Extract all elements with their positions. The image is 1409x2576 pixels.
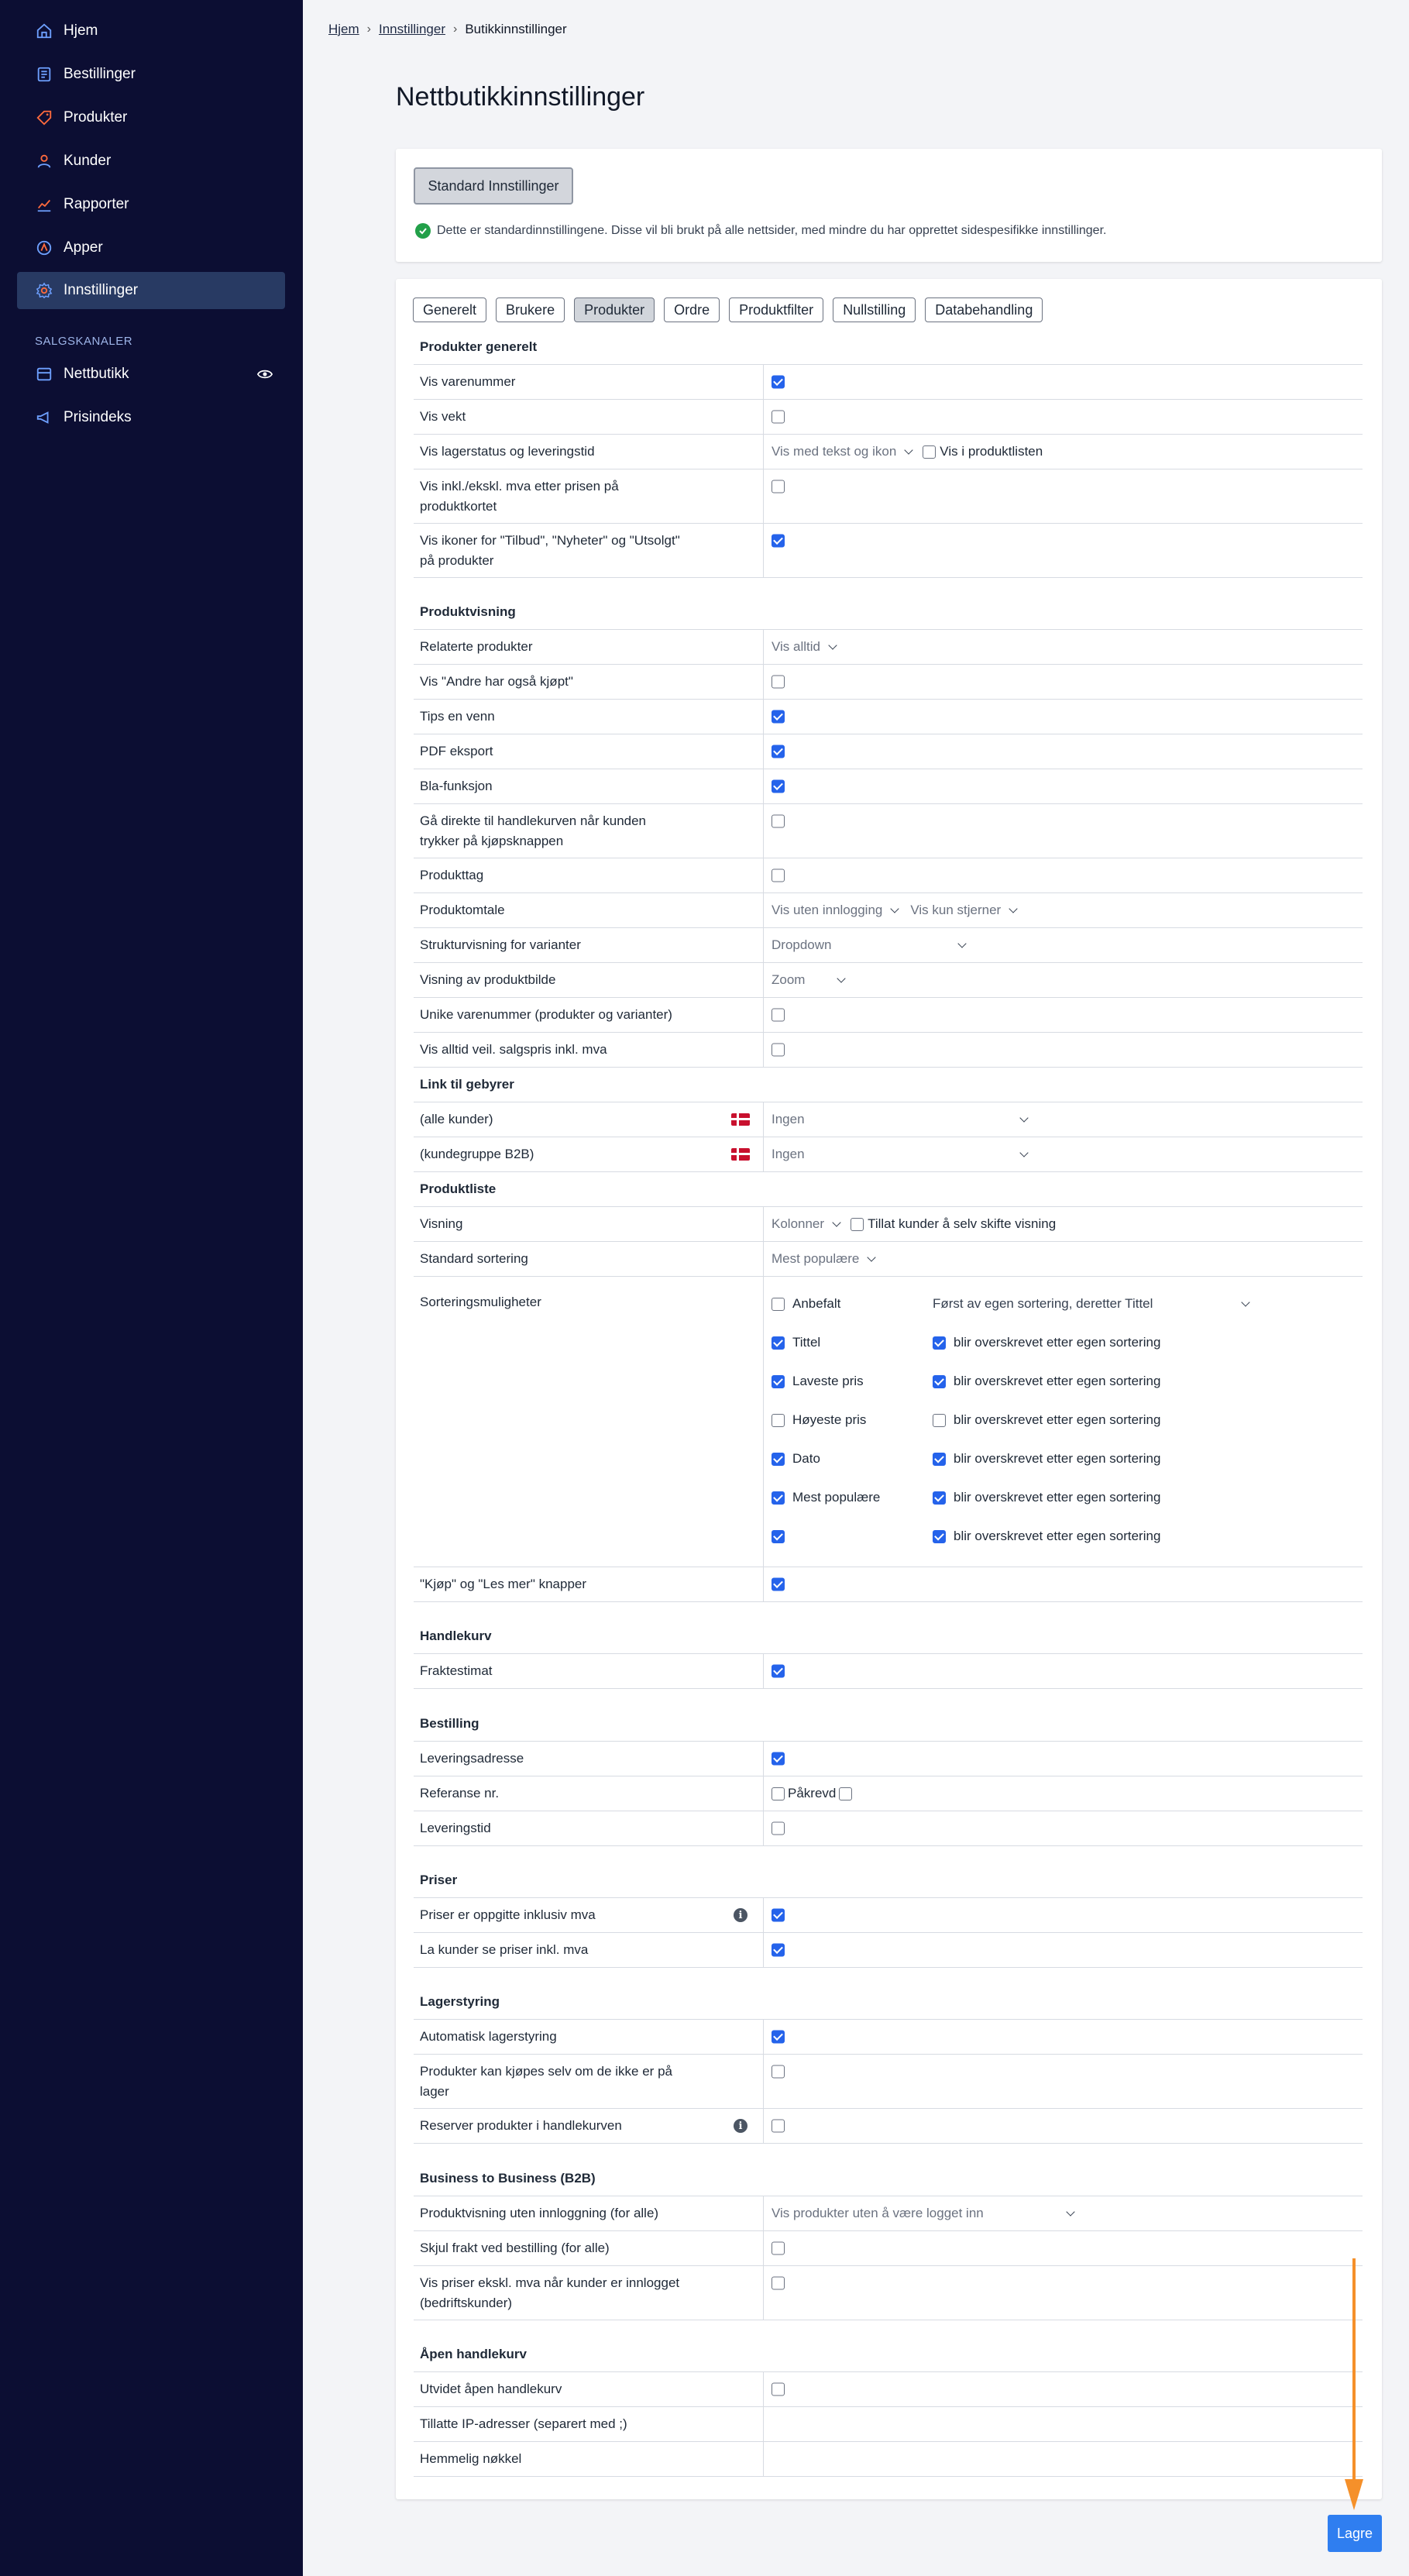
flag-icon <box>731 1113 750 1126</box>
select[interactable] <box>772 1147 1027 1162</box>
setting-row <box>414 700 1363 734</box>
checkbox[interactable] <box>772 780 785 793</box>
setting-row <box>414 1277 1363 1567</box>
checkbox[interactable] <box>851 1218 864 1231</box>
setting-label: La kunder se priser inkl. mva <box>420 1942 589 1957</box>
setting-row <box>414 435 1363 469</box>
setting-label: Vis vekt <box>420 409 466 424</box>
sidebar-item-label: Bestillinger <box>64 66 136 82</box>
setting-row <box>414 2407 1363 2442</box>
setting-row <box>414 365 1363 400</box>
arrow-down-icon <box>1345 2258 1363 2514</box>
setting-label: Standard sortering <box>420 1251 528 1266</box>
section-title: Produktliste <box>420 1181 497 1196</box>
setting-row <box>414 2442 1363 2477</box>
breadcrumb <box>328 22 567 37</box>
checkbox[interactable] <box>772 869 785 882</box>
setting-label: Tips en venn <box>420 709 495 724</box>
setting-label-line: Produkter kan kjøpes selv om de ikke er på <box>420 2063 672 2079</box>
tab-brukere[interactable]: Brukere <box>496 297 565 322</box>
settings-card <box>396 279 1382 2499</box>
setting-row <box>414 2372 1363 2407</box>
checkbox[interactable] <box>772 745 785 758</box>
setting-label: Automatisk lagerstyring <box>420 2029 557 2044</box>
checkbox[interactable] <box>772 1375 785 1388</box>
select-value: Vis kun stjerner <box>910 903 1002 917</box>
info-icon[interactable]: i <box>734 1908 747 1922</box>
select[interactable] <box>772 972 844 988</box>
select[interactable] <box>910 903 1016 918</box>
setting-label-line: Gå direkte til handlekurven når kunden <box>420 813 647 828</box>
sidebar-item-label: Rapporter <box>64 196 129 212</box>
checkbox[interactable] <box>933 1375 946 1388</box>
section-title: Link til gebyrer <box>420 1077 514 1092</box>
select-value: Ingen <box>772 1147 805 1161</box>
apps-icon <box>36 239 53 256</box>
chevron-down-icon <box>1019 1148 1028 1157</box>
section-title: Business to Business (B2B) <box>420 2171 596 2186</box>
section-title: Lagerstyring <box>420 1994 500 2009</box>
checkbox[interactable] <box>772 1453 785 1466</box>
megaphone-icon <box>36 409 53 426</box>
checkbox[interactable] <box>772 2383 785 2396</box>
chevron-down-icon <box>832 1218 840 1226</box>
setting-row <box>414 893 1363 928</box>
breadcrumb-innstillinger[interactable]: Innstillinger <box>379 22 445 36</box>
ip-input[interactable] <box>772 2409 1360 2440</box>
sidebar-item-nettbutikk[interactable] <box>17 356 285 393</box>
setting-label: (kundegruppe B2B) <box>420 1147 534 1161</box>
setting-label: Referanse nr. <box>420 1786 500 1800</box>
setting-row <box>414 1742 1363 1776</box>
setting-row <box>414 524 1363 578</box>
sidebar-item-label: Nettbutikk <box>64 366 129 382</box>
chevron-down-icon <box>828 641 837 649</box>
setting-label: Reserver produkter i handlekurven <box>420 2118 622 2133</box>
home-icon <box>36 22 53 40</box>
setting-row <box>414 1933 1363 1968</box>
tab-ordre[interactable]: Ordre <box>664 297 720 322</box>
breadcrumb-separator: › <box>453 22 458 36</box>
setting-label: Visning av produktbilde <box>420 972 556 987</box>
sidebar-item-label: Prisindeks <box>64 409 132 425</box>
select[interactable] <box>772 1251 875 1267</box>
setting-label: Relaterte produkter <box>420 639 533 654</box>
page-title: Nettbutikkinnstillinger <box>396 82 645 112</box>
setting-label-line: lager <box>420 2083 449 2099</box>
setting-row <box>414 400 1363 435</box>
checkbox[interactable] <box>933 1530 946 1543</box>
section-title: Bestilling <box>420 1716 479 1731</box>
checkbox[interactable] <box>772 480 785 494</box>
setting-row <box>414 2231 1363 2266</box>
checkbox[interactable] <box>772 815 785 828</box>
chevron-down-icon <box>1066 2207 1074 2216</box>
setting-row <box>414 928 1363 963</box>
sidebar-item-rapporter[interactable] <box>17 186 285 223</box>
chevron-down-icon <box>1019 1113 1028 1122</box>
sort-option-label: Tittel <box>792 1335 821 1350</box>
sidebar-item-label: Kunder <box>64 153 112 169</box>
setting-label: Vis varenummer <box>420 374 516 389</box>
sort-option-row <box>772 1486 1314 1509</box>
setting-row <box>414 858 1363 893</box>
store-icon <box>36 366 53 383</box>
setting-label: Vis "Andre har også kjøpt" <box>420 674 573 689</box>
setting-row <box>414 1776 1363 1811</box>
sort-option-row <box>772 1408 1314 1432</box>
section-header <box>414 2162 1363 2196</box>
setting-label: (alle kunder) <box>420 1112 493 1126</box>
sidebar-item-label: Apper <box>64 239 103 256</box>
sidebar-item-bestillinger[interactable] <box>17 56 285 93</box>
checkbox[interactable] <box>772 1298 785 1311</box>
checkbox[interactable] <box>772 1530 785 1543</box>
sort-option-row <box>772 1447 1314 1470</box>
setting-row <box>414 2020 1363 2055</box>
setting-label-line: Vis priser ekskl. mva når kunder er innlogget <box>420 2275 680 2290</box>
sidebar-item-apper[interactable] <box>17 229 285 267</box>
select-value: Vis produkter uten å være logget inn <box>772 2206 984 2220</box>
checkbox[interactable] <box>772 1787 785 1800</box>
section-header <box>414 2337 1363 2372</box>
setting-row <box>414 1654 1363 1689</box>
sort-option-row <box>772 1370 1314 1393</box>
setting-row <box>414 1898 1363 1933</box>
setting-label: Produktomtale <box>420 903 505 917</box>
flag-icon <box>731 1148 750 1161</box>
override-label: blir overskrevet etter egen sortering <box>954 1529 1161 1543</box>
override-label: blir overskrevet etter egen sortering <box>954 1412 1161 1427</box>
setting-row <box>414 2266 1363 2320</box>
section-header <box>414 595 1363 630</box>
standard-settings-card <box>396 149 1382 262</box>
setting-label-line: produktkortet <box>420 498 497 514</box>
sidebar-item-label: Produkter <box>64 109 128 126</box>
select[interactable] <box>772 937 965 953</box>
checkbox[interactable] <box>772 2277 785 2290</box>
chevron-down-icon <box>957 939 966 948</box>
checkbox[interactable] <box>772 2242 785 2255</box>
sidebar <box>0 0 303 2576</box>
sidebar-item-hjem[interactable] <box>17 12 285 50</box>
setting-row <box>414 1811 1363 1846</box>
select-value: Vis uten innlogging <box>772 903 883 917</box>
sort-option-row <box>772 1292 1314 1316</box>
section-header <box>414 1172 1363 1207</box>
select-value: Zoom <box>772 972 806 987</box>
setting-row <box>414 2109 1363 2144</box>
checkbox[interactable] <box>772 1909 785 1922</box>
checkbox[interactable] <box>933 1491 946 1505</box>
section-header <box>414 330 1363 365</box>
setting-label-line: Vis ikoner for "Tilbud", "Nyheter" og "Utsolgt" <box>420 532 680 548</box>
setting-label-line: trykker på kjøpsknappen <box>420 833 564 848</box>
chevron-down-icon <box>837 974 845 982</box>
select[interactable] <box>772 903 898 918</box>
breadcrumb-current: Butikkinnstillinger <box>465 22 567 36</box>
save-button[interactable]: Lagre <box>1328 2515 1382 2552</box>
sidebar-item-produkter[interactable] <box>17 99 285 136</box>
setting-row <box>414 2196 1363 2231</box>
setting-row <box>414 1137 1363 1172</box>
sort-option-label: Mest populære <box>792 1490 881 1505</box>
breadcrumb-hjem[interactable]: Hjem <box>328 22 359 36</box>
setting-label: Produktvisning uten innloggning (for alle) <box>420 2206 659 2220</box>
select[interactable] <box>772 1112 1027 1127</box>
setting-row <box>414 2055 1363 2109</box>
setting-label: Vis alltid veil. salgspris inkl. mva <box>420 1042 607 1057</box>
section-header <box>414 1985 1363 2020</box>
select-value: Ingen <box>772 1112 805 1126</box>
setting-row <box>414 1102 1363 1137</box>
override-label: blir overskrevet etter egen sortering <box>954 1490 1161 1505</box>
select[interactable] <box>772 1216 840 1232</box>
chevron-down-icon <box>905 445 913 454</box>
tab-produktfilter[interactable]: Produktfilter <box>729 297 823 322</box>
sidebar-section-label: SALGSKANALER <box>35 335 133 348</box>
gear-icon <box>36 282 53 299</box>
setting-label-line: (bedriftskunder) <box>420 2295 513 2310</box>
setting-label: Priser er oppgitte inklusiv mva <box>420 1907 596 1922</box>
setting-label-line: Vis inkl./ekskl. mva etter prisen på <box>420 478 619 494</box>
setting-label: Fraktestimat <box>420 1663 493 1678</box>
sidebar-item-label: Hjem <box>64 22 98 39</box>
setting-label <box>420 2273 730 2313</box>
section-title: Produktvisning <box>420 604 516 619</box>
setting-row <box>414 963 1363 998</box>
setting-label: Tillatte IP-adresser (separert med ;) <box>420 2416 627 2431</box>
select[interactable] <box>772 639 836 655</box>
setting-row <box>414 665 1363 700</box>
setting-row <box>414 804 1363 858</box>
sidebar-item-prisindeks[interactable] <box>17 399 285 436</box>
tab-produkter[interactable]: Produkter <box>574 297 655 322</box>
section-header <box>414 1068 1363 1102</box>
orders-icon <box>36 66 53 83</box>
section-title: Produkter generelt <box>420 339 538 354</box>
checkbox[interactable] <box>772 2031 785 2044</box>
sidebar-item-kunder[interactable] <box>17 143 285 180</box>
checkbox[interactable] <box>933 1336 946 1350</box>
select-value: Først av egen sortering, deretter Tittel <box>933 1296 1153 1311</box>
chevron-down-icon <box>868 1253 876 1261</box>
eye-icon[interactable] <box>257 366 273 382</box>
section-title: Handlekurv <box>420 1628 492 1643</box>
standard-info-text: Dette er standardinnstillingene. Disse vil bli brukt på alle nettsider, med mindre du har opprettet sidespesifikke innstillinger. <box>437 224 1107 237</box>
setting-row <box>414 1033 1363 1068</box>
select-value: Vis med tekst og ikon <box>772 444 897 459</box>
sort-option-label: Høyeste pris <box>792 1412 867 1427</box>
chevron-down-icon <box>891 904 899 913</box>
setting-row <box>414 1242 1363 1277</box>
sort-option-label: Anbefalt <box>792 1296 841 1311</box>
setting-label: Produkttag <box>420 868 484 882</box>
secret-key-input[interactable] <box>772 2444 1360 2475</box>
select-value: Mest populære <box>772 1251 860 1266</box>
setting-label: Hemmelig nøkkel <box>420 2451 522 2466</box>
select[interactable] <box>772 2206 1074 2221</box>
section-title: Priser <box>420 1873 458 1887</box>
section-title: Åpen handlekurv <box>420 2347 527 2361</box>
standard-info <box>415 223 1106 239</box>
checkbox[interactable] <box>772 2120 785 2133</box>
setting-label: Bla-funksjon <box>420 779 493 793</box>
settings-tabs <box>413 297 1043 322</box>
override-label: blir overskrevet etter egen sortering <box>954 1451 1161 1466</box>
setting-label: Sorteringsmuligheter <box>420 1295 541 1309</box>
select-value: Kolonner <box>772 1216 825 1231</box>
checkbox[interactable] <box>772 1044 785 1057</box>
sort-option-label: Laveste pris <box>792 1374 864 1388</box>
setting-label: Vis lagerstatus og leveringstid <box>420 444 595 459</box>
setting-label <box>420 531 730 571</box>
setting-label: PDF eksport <box>420 744 493 758</box>
checkbox-label: Påkrevd <box>788 1786 837 1800</box>
setting-row <box>414 630 1363 665</box>
select[interactable] <box>933 1296 1249 1312</box>
section-header <box>414 1707 1363 1742</box>
chart-icon <box>36 196 53 213</box>
select-value: Dropdown <box>772 937 832 952</box>
sort-option-label: Dato <box>792 1451 820 1466</box>
setting-row <box>414 734 1363 769</box>
checkbox[interactable] <box>772 1414 785 1427</box>
setting-row <box>414 469 1363 524</box>
sort-option-row <box>772 1525 1314 1548</box>
breadcrumb-separator: › <box>366 22 371 36</box>
select-value: Vis alltid <box>772 639 820 654</box>
checkbox[interactable] <box>772 1752 785 1766</box>
setting-label <box>420 2062 730 2102</box>
sort-option-row <box>772 1331 1314 1354</box>
checkbox[interactable] <box>772 411 785 424</box>
checkbox[interactable] <box>772 535 785 548</box>
checkbox[interactable] <box>772 1009 785 1022</box>
setting-label: Unike varenummer (produkter og varianter) <box>420 1007 672 1022</box>
setting-label: Skjul frakt ved bestilling (for alle) <box>420 2241 610 2255</box>
checkbox[interactable] <box>933 1414 946 1427</box>
setting-label: Leveringsadresse <box>420 1751 524 1766</box>
setting-label: Strukturvisning for varianter <box>420 937 581 952</box>
setting-label-line: på produkter <box>420 552 494 568</box>
tab-generelt[interactable]: Generelt <box>413 297 486 322</box>
checkbox[interactable] <box>933 1453 946 1466</box>
chevron-down-icon <box>1009 904 1018 913</box>
checkbox[interactable] <box>772 376 785 389</box>
check-circle-icon <box>415 223 431 239</box>
checkbox-label: Vis i produktlisten <box>940 444 1043 459</box>
sidebar-item-label: Innstillinger <box>64 282 139 298</box>
override-label: blir overskrevet etter egen sortering <box>954 1335 1161 1350</box>
setting-row <box>414 769 1363 804</box>
setting-label: Leveringstid <box>420 1821 491 1835</box>
tab-nullstilling[interactable]: Nullstilling <box>833 297 916 322</box>
setting-label: Visning <box>420 1216 463 1231</box>
checkbox[interactable] <box>839 1787 852 1800</box>
checkbox-label: Tillat kunder å selv skifte visning <box>868 1216 1057 1231</box>
override-label: blir overskrevet etter egen sortering <box>954 1374 1161 1388</box>
checkbox[interactable] <box>772 2065 785 2079</box>
setting-label <box>420 476 730 517</box>
checkbox[interactable] <box>772 710 785 724</box>
checkbox[interactable] <box>772 1578 785 1591</box>
setting-row <box>414 998 1363 1033</box>
standard-settings-button[interactable]: Standard Innstillinger <box>414 167 573 205</box>
setting-row <box>414 1567 1363 1602</box>
section-header <box>414 1619 1363 1654</box>
user-icon <box>36 153 53 170</box>
setting-label: "Kjøp" og "Les mer" knapper <box>420 1577 587 1591</box>
checkbox[interactable] <box>772 676 785 689</box>
chevron-down-icon <box>1241 1298 1249 1306</box>
sidebar-item-innstillinger[interactable] <box>17 272 285 309</box>
checkbox[interactable] <box>772 1491 785 1505</box>
tag-icon <box>36 109 53 126</box>
tab-databehandling[interactable]: Databehandling <box>925 297 1043 322</box>
setting-label <box>420 811 730 851</box>
info-icon[interactable]: i <box>734 2119 747 2133</box>
setting-label: Utvidet åpen handlekurv <box>420 2382 562 2396</box>
checkbox[interactable] <box>772 1944 785 1957</box>
section-header <box>414 1863 1363 1898</box>
checkbox[interactable] <box>772 1665 785 1678</box>
setting-row <box>414 1207 1363 1242</box>
checkbox[interactable] <box>772 1336 785 1350</box>
checkbox[interactable] <box>923 445 936 459</box>
select[interactable] <box>772 444 912 459</box>
checkbox[interactable] <box>772 1822 785 1835</box>
